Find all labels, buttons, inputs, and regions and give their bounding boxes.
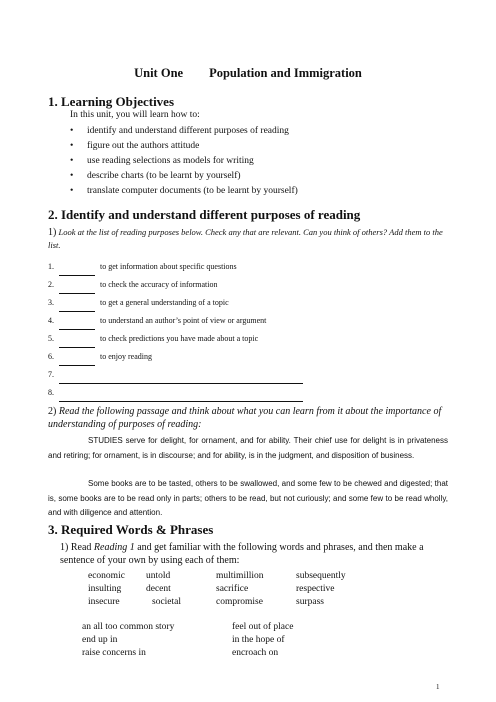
page-title (0, 66, 496, 81)
answer-blank[interactable] (59, 284, 95, 294)
purpose-item: 6. to enjoy reading (48, 348, 303, 366)
list-item: • use reading selections as models for writing (70, 156, 254, 166)
phrase-item: an all too common story (82, 622, 175, 632)
word-item: societal (152, 597, 182, 607)
answer-blank[interactable] (59, 320, 95, 330)
answer-line[interactable] (59, 374, 303, 384)
passage-paragraph-1: STUDIES serve for delight, for ornament, and for ability. Their chief use for delight is in privateness and retiring; for ornament, is in discourse; and for ability, is in the judgment, and disposition of business. (48, 436, 448, 460)
objectives-list (70, 124, 298, 199)
answer-blank[interactable] (59, 356, 95, 366)
word-item: untold (146, 571, 171, 581)
word-item: multimillion (216, 571, 264, 581)
list-item: • identify and understand different purposes of reading (70, 126, 289, 136)
purpose-item: 8. (48, 384, 303, 402)
phrase-item: in the hope of (232, 635, 285, 645)
purpose-list (48, 258, 303, 402)
purpose-item: 4. to understand an author’s point of view or argument (48, 312, 303, 330)
word-grid (0, 570, 496, 610)
section-heading-words: 3. Required Words & Phrases (48, 522, 214, 537)
answer-blank[interactable] (59, 302, 95, 312)
list-item: • figure out the authors attitude (70, 141, 200, 151)
question-1: 1) Look at the list of reading purposes below. Check any that are relevant. Can you think of others? Add them to the list. (48, 227, 443, 250)
phrase-item: raise concerns in (82, 648, 146, 658)
phrase-item: encroach on (232, 648, 279, 658)
question-3-1: 1) Read Reading 1 and get familiar with the following words and phrases, and then make a sentence of your own by using each of them: (60, 542, 424, 566)
purpose-item: 1. to get information about specific questions (48, 258, 303, 276)
purpose-item: 2. to check the accuracy of information (48, 276, 303, 294)
objectives-intro: In this unit, you will learn how to: (70, 110, 200, 120)
passage-paragraph-2: Some books are to be tasted, others to be swallowed, and some few to be chewed and digested; that is, some books are to be read only in parts; others to be read, but not curiously; and some few to be read wholly, and with diligence and attention. (48, 479, 448, 517)
section-heading-objectives: 1. Learning Objectives (48, 94, 175, 109)
list-item: • translate computer documents (to be learnt by yourself) (70, 186, 298, 196)
unit-label: Unit One (134, 66, 184, 80)
unit-topic: Population and Immigration (209, 66, 362, 80)
word-item: respective (296, 584, 335, 594)
purpose-item: 7. (48, 366, 303, 384)
answer-blank[interactable] (59, 338, 95, 348)
answer-line[interactable] (59, 392, 303, 402)
word-item: subsequently (296, 571, 346, 581)
purpose-item: 5. to check predictions you have made about a topic (48, 330, 303, 348)
phrase-item: end up in (82, 635, 118, 645)
answer-blank[interactable] (59, 266, 95, 276)
section-heading-purposes: 2. Identify and understand different purposes of reading (48, 207, 361, 222)
word-item: sacrifice (216, 584, 249, 594)
word-item: decent (146, 584, 171, 594)
word-item: insulting (88, 584, 122, 594)
question-2: 2) Read the following passage and think about what you can learn from it about the importance of understanding of purposes of reading: (48, 406, 442, 430)
phrase-item: feel out of place (232, 622, 294, 632)
word-item: economic (88, 571, 125, 581)
word-item: compromise (216, 597, 263, 607)
phrase-grid (0, 621, 496, 661)
page-number: 1 (436, 683, 440, 691)
word-item: surpass (296, 597, 324, 607)
word-item: insecure (88, 597, 120, 607)
list-item: • describe charts (to be learnt by yourself) (70, 171, 241, 181)
purpose-item: 3. to get a general understanding of a topic (48, 294, 303, 312)
